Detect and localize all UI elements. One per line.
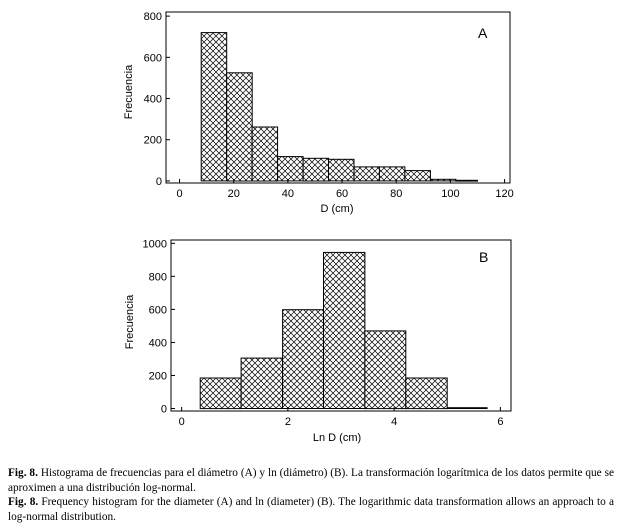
bar-a-6: [354, 167, 380, 181]
bar-a-0: [201, 33, 227, 181]
x-ticks-b: [179, 407, 504, 428]
panel-letter-b: B: [479, 249, 489, 265]
y-tick-label-a-600: 600: [143, 52, 162, 65]
caption-spanish: [8, 466, 614, 495]
x-tick-label-b-2: 2: [284, 416, 291, 428]
x-tick-label-b-4: 4: [391, 416, 398, 428]
x-tick-label-a-0: 0: [176, 188, 183, 200]
y-tick-label-a-0: 0: [155, 175, 162, 188]
bar-a-10: [456, 180, 478, 181]
y-axis-label-a: Frecuencia: [123, 64, 135, 120]
bar-b-0: [200, 378, 241, 409]
x-tick-label-b-0: 0: [178, 416, 185, 428]
figure-caption: [8, 466, 614, 524]
caption-es-label: Fig. 8.: [8, 467, 38, 479]
y-tick-label-a-200: 200: [143, 134, 162, 147]
x-axis-label-a: D (cm): [320, 203, 354, 215]
bar-b-1: [241, 358, 282, 408]
bar-b-4: [365, 331, 406, 409]
panel-letter-a: A: [478, 25, 488, 41]
bar-b-3: [324, 252, 365, 408]
y-tick-label-b-400: 400: [148, 337, 167, 350]
bar-a-9: [430, 179, 456, 181]
caption-english: [8, 495, 614, 524]
bar-b-5: [406, 378, 447, 409]
x-tick-label-a-120: 120: [495, 188, 514, 200]
x-tick-label-a-20: 20: [227, 188, 240, 200]
y-tick-label-b-1000: 1000: [142, 238, 167, 251]
x-tick-label-a-100: 100: [441, 188, 460, 200]
y-tick-label-b-800: 800: [148, 271, 167, 284]
y-ticks-b: [143, 238, 175, 415]
y-tick-label-a-800: 800: [143, 11, 162, 24]
bar-a-4: [303, 158, 329, 181]
bar-a-5: [329, 159, 355, 181]
y-tick-label-b-200: 200: [148, 370, 167, 383]
caption-en-label: Fig. 8.: [8, 496, 39, 508]
bar-b-6: [447, 408, 487, 409]
x-tick-label-b-6: 6: [497, 416, 504, 428]
y-tick-label-b-0: 0: [160, 403, 167, 416]
bar-b-2: [283, 310, 324, 409]
y-axis-label-b: Frecuencia: [124, 294, 136, 350]
x-tick-label-a-80: 80: [390, 188, 403, 200]
bar-a-1: [227, 73, 253, 181]
histogram-diameter: [123, 11, 514, 215]
bar-a-7: [379, 167, 405, 181]
x-tick-label-a-60: 60: [335, 188, 349, 200]
bar-a-3: [278, 157, 304, 181]
bars-a: [201, 33, 477, 182]
x-tick-label-a-40: 40: [281, 188, 295, 200]
bar-a-8: [405, 171, 431, 181]
histogram-ln-diameter: [124, 238, 511, 444]
caption-en-text: Frequency histogram for the diameter (A) and ln (diameter) (B). The logarithmic data transformation allows an approach to a log-normal distribution.: [8, 496, 614, 523]
y-tick-label-a-400: 400: [143, 93, 162, 106]
caption-es-text: Histograma de frecuencias para el diámetro (A) y ln (diámetro) (B). La transformación logarítmica de los datos permite que se aproximen a una distribución log-normal.: [8, 467, 615, 494]
y-tick-label-b-600: 600: [148, 304, 167, 317]
x-axis-label-b: Ln D (cm): [312, 432, 362, 444]
bar-a-2: [252, 127, 278, 181]
bars-b: [200, 252, 487, 408]
x-ticks-a: [176, 179, 513, 200]
